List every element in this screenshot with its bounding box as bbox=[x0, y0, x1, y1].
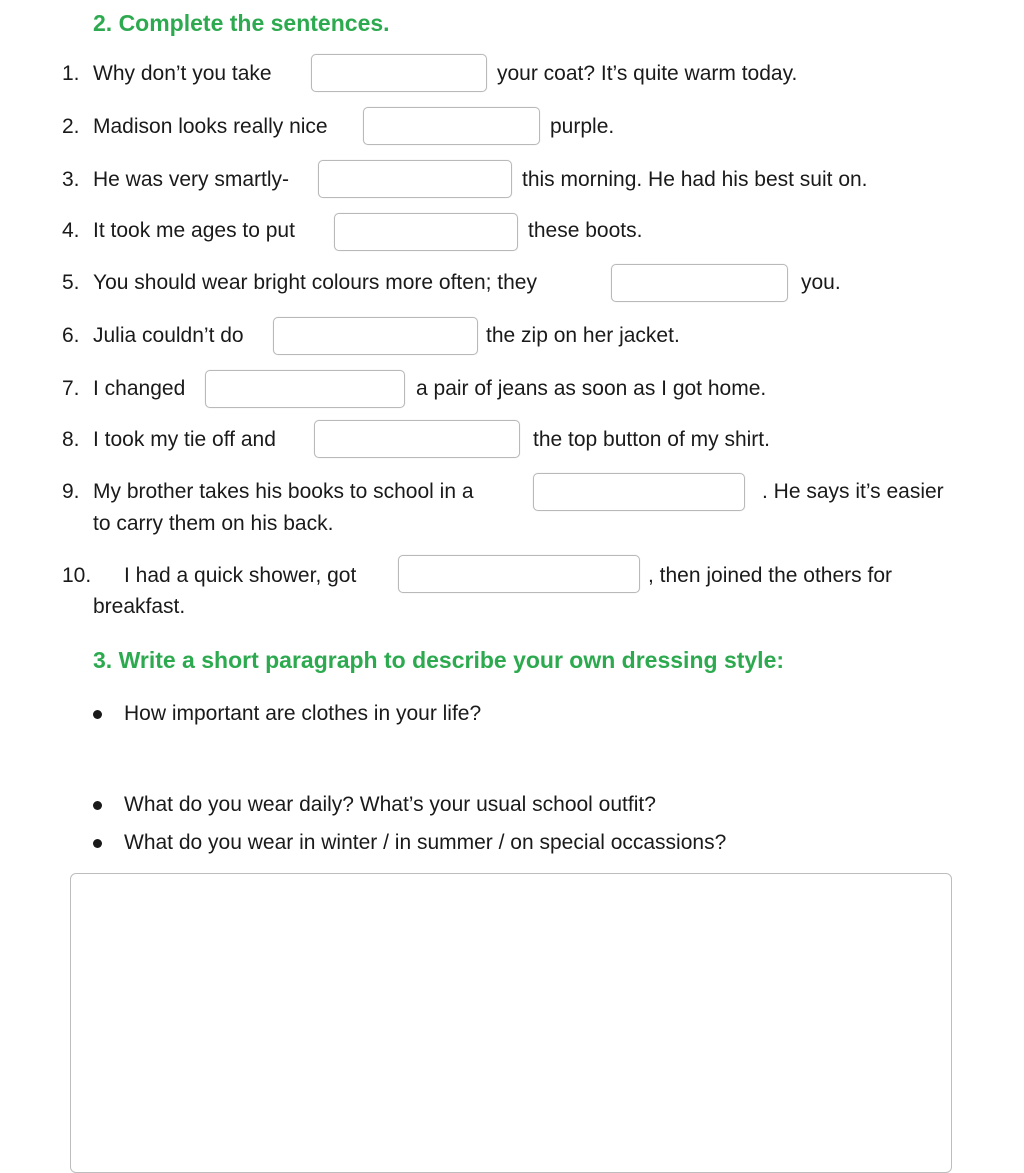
sentence-before: I took my tie off and bbox=[93, 428, 276, 451]
sentence-after: your coat? It’s quite warm today. bbox=[497, 62, 798, 85]
sentence-continuation: to carry them on his back. bbox=[93, 512, 334, 535]
sentence-before: Madison looks really nice bbox=[93, 115, 328, 138]
paragraph-answer-box[interactable] bbox=[70, 873, 952, 1173]
answer-blank-3[interactable] bbox=[318, 160, 512, 198]
sentence-after: , then joined the others for bbox=[648, 564, 892, 587]
sentence-continuation: breakfast. bbox=[93, 595, 186, 618]
item-number: 2. bbox=[62, 115, 80, 138]
sentence-before: Julia couldn’t do bbox=[93, 324, 244, 347]
sentence-before: Why don’t you take bbox=[93, 62, 272, 85]
bullet-icon bbox=[93, 710, 102, 719]
sentence-before: I changed bbox=[93, 377, 186, 400]
sentence-before: My brother takes his books to school in a bbox=[93, 480, 474, 503]
sentence-after: you. bbox=[801, 271, 841, 294]
item-number: 9. bbox=[62, 480, 80, 503]
sentence-after: the zip on her jacket. bbox=[486, 324, 680, 347]
item-number: 1. bbox=[62, 62, 80, 85]
sentence-before: It took me ages to put bbox=[93, 219, 295, 242]
item-number: 4. bbox=[62, 219, 80, 242]
sentence-before: I had a quick shower, got bbox=[124, 564, 357, 587]
bullet-text: What do you wear in winter / in summer / on special occassions? bbox=[124, 831, 727, 854]
item-number: 5. bbox=[62, 271, 80, 294]
answer-blank-9[interactable] bbox=[533, 473, 745, 511]
item-number: 3. bbox=[62, 168, 80, 191]
item-number: 10. bbox=[62, 564, 92, 587]
bullet-icon bbox=[93, 801, 102, 810]
section-2-heading: 2. Complete the sentences. bbox=[93, 10, 390, 36]
bullet-text: What do you wear daily? What’s your usual school outfit? bbox=[124, 793, 656, 816]
answer-blank-10[interactable] bbox=[398, 555, 640, 593]
sentence-after: this morning. He had his best suit on. bbox=[522, 168, 868, 191]
item-number: 7. bbox=[62, 377, 80, 400]
sentence-after: the top button of my shirt. bbox=[533, 428, 770, 451]
bullet-icon bbox=[93, 839, 102, 848]
section-3-heading: 3. Write a short paragraph to describe your own dressing style: bbox=[93, 647, 785, 673]
sentence-after: these boots. bbox=[528, 219, 643, 242]
sentence-after: a pair of jeans as soon as I got home. bbox=[416, 377, 767, 400]
sentence-after: purple. bbox=[550, 115, 615, 138]
sentence-after: . He says it’s easier bbox=[762, 480, 944, 503]
item-number: 6. bbox=[62, 324, 80, 347]
answer-blank-1[interactable] bbox=[311, 54, 487, 92]
answer-blank-5[interactable] bbox=[611, 264, 788, 302]
answer-blank-7[interactable] bbox=[205, 370, 405, 408]
answer-blank-4[interactable] bbox=[334, 213, 518, 251]
sentence-before: He was very smartly- bbox=[93, 168, 290, 191]
answer-blank-8[interactable] bbox=[314, 420, 520, 458]
sentence-before: You should wear bright colours more often; they bbox=[93, 271, 537, 294]
answer-blank-2[interactable] bbox=[363, 107, 540, 145]
answer-blank-6[interactable] bbox=[273, 317, 478, 355]
bullet-text: How important are clothes in your life? bbox=[124, 702, 482, 725]
item-number: 8. bbox=[62, 428, 80, 451]
